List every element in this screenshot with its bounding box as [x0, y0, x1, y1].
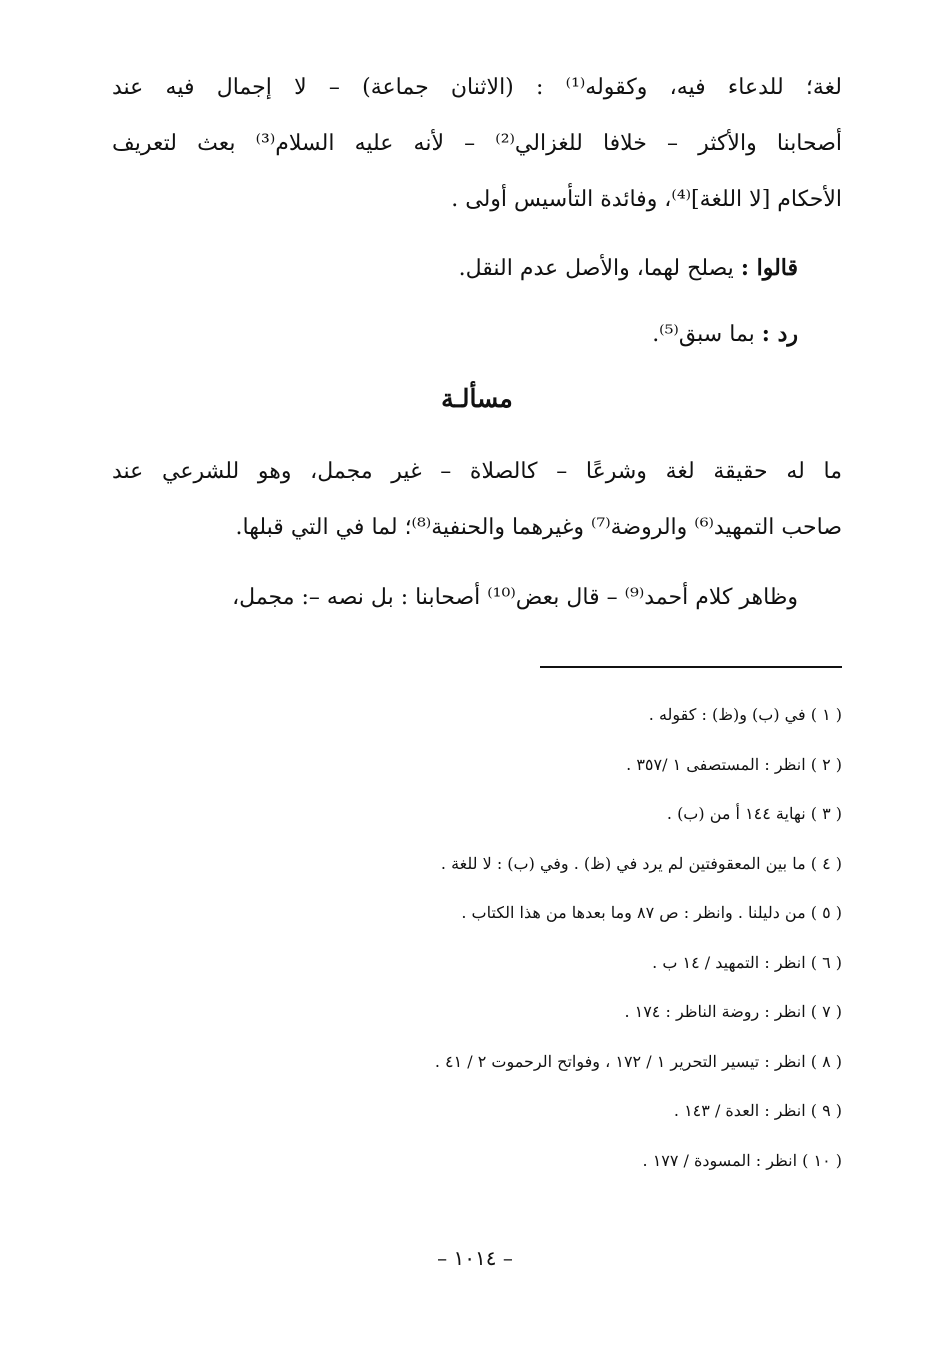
objection-text: يصلح لهما، والأصل عدم النقل.	[458, 256, 734, 281]
footnote-1: ( ١ ) في (ب) و(ظ) : كقوله .	[648, 705, 842, 724]
paragraph-1-line-2: أصحابنا والأكثر – خلافا للغزالي⁽²⁾ – لأنه عليه السلام⁽³⁾ بعث لتعريف	[112, 131, 842, 156]
objection-paragraph	[112, 240, 842, 296]
footnote-5: ( ٥ ) من دليلنا . وانظر : ص ٨٧ وما بعدها من هذا الكتاب .	[461, 903, 842, 922]
footnote-7: ( ٧ ) انظر : روضة الناظر : ١٧٤ .	[624, 1002, 842, 1021]
footnote-9: ( ٩ ) انظر : العدة / ١٤٣ .	[673, 1101, 842, 1120]
page-number: – ١٠١٤ –	[437, 1246, 513, 1270]
footnote-separator	[540, 666, 842, 668]
paragraph-1	[112, 60, 842, 228]
footnote-8: ( ٨ ) انظر : تيسير التحرير ١ / ١٧٢ ، وفواتح الرحموت ٢ / ٤١ .	[434, 1051, 842, 1071]
paragraph-3-line-1: وظاهر كلام أحمد⁽⁹⁾ – قال بعض⁽¹⁰⁾ أصحابنا : بل نصه –: مجمل،	[232, 585, 798, 610]
objection-label: قالوا :	[740, 255, 798, 281]
footnote-3: ( ٣ ) نهاية ١٤٤ أ من (ب) .	[666, 804, 842, 823]
reply-paragraph	[112, 306, 842, 362]
footnote-6: ( ٦ ) انظر : التمهيد / ١٤ ب .	[652, 952, 842, 972]
reply-label: رد :	[761, 321, 798, 347]
footnote-10: ( ١٠ ) انظر : المسودة / ١٧٧ .	[642, 1150, 842, 1170]
paragraph-1-line-1: لغة؛ للدعاء فيه، وكقوله⁽¹⁾ : (الاثنان جماعة) – لا إجمال فيه عند	[112, 75, 842, 100]
paragraph-2-line-2: صاحب التمهيد⁽⁶⁾ والروضة⁽⁷⁾ وغيرهما والحنفية⁽⁸⁾؛ لما في التي قبلها.	[235, 515, 842, 540]
footnote-2: ( ٢ ) انظر : المستصفى ١ /٣٥٧ .	[626, 754, 842, 774]
paragraph-2-line-1: ما له حقيقة لغة وشرعًا – كالصلاة – غير مجمل، وهو للشرعي عند	[112, 459, 842, 484]
section-heading: مسألـة	[441, 384, 513, 413]
paragraph-3	[112, 570, 842, 626]
paragraph-2	[112, 444, 842, 556]
paragraph-1-line-3: الأحكام [لا اللغة]⁽⁴⁾، وفائدة التأسيس أولى .	[451, 187, 842, 212]
objection-line	[112, 240, 842, 296]
reply-line	[112, 306, 842, 362]
reply-text: بما سبق⁽⁵⁾.	[652, 322, 755, 347]
footnote-4: ( ٤ ) ما بين المعقوفتين لم يرد في (ظ) . وفي (ب) : لا للغة .	[440, 853, 842, 873]
footnotes	[250, 690, 842, 1185]
